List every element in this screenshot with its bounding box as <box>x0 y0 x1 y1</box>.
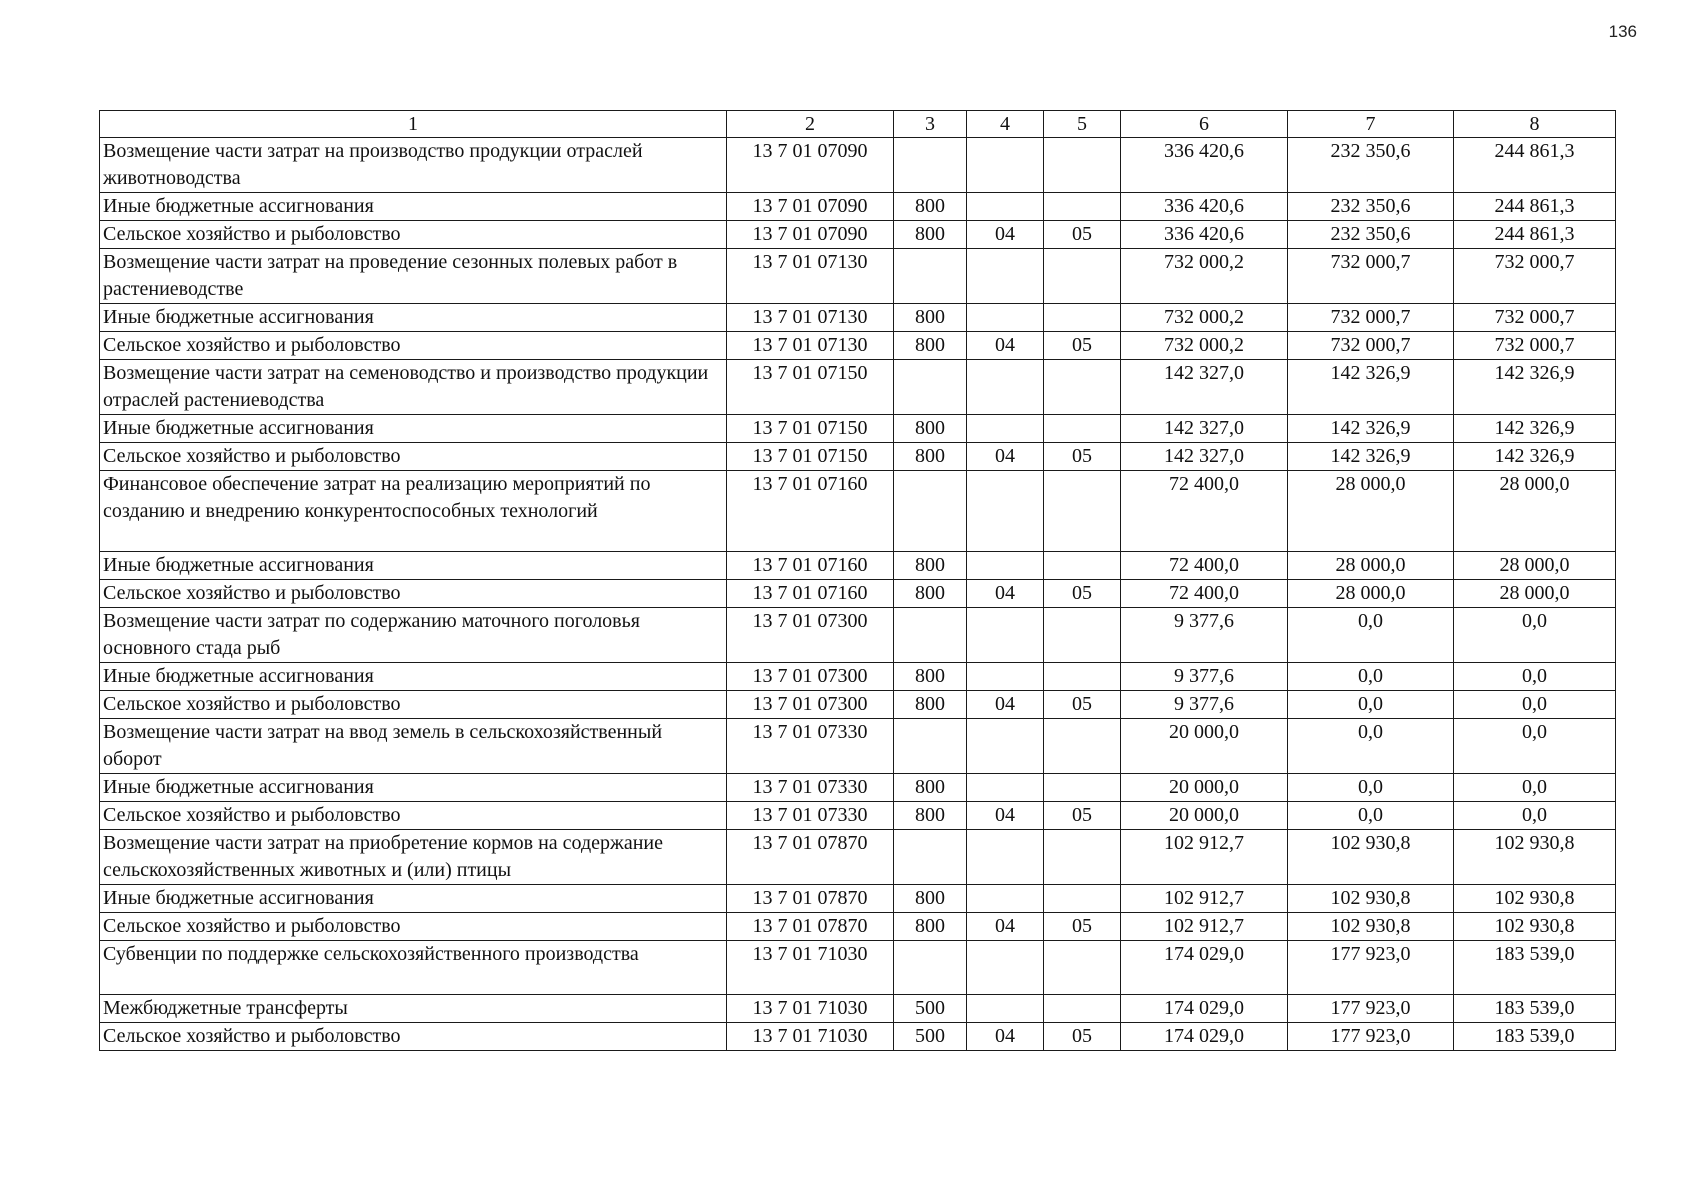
amount-col6-cell: 72 400,0 <box>1121 471 1288 552</box>
table-row <box>100 941 1616 995</box>
amount-col8-cell: 732 000,7 <box>1454 249 1616 304</box>
target-code-cell: 13 7 01 07300 <box>727 691 894 719</box>
amount-col7-cell: 102 930,8 <box>1288 913 1454 941</box>
row-name-cell: Возмещение части затрат на семеноводство и производство продукции отраслей растениеводства <box>100 360 727 415</box>
row-name-cell: Сельское хозяйство и рыболовство <box>100 221 727 249</box>
amount-col7-cell: 28 000,0 <box>1288 580 1454 608</box>
row-name-cell: Возмещение части затрат на приобретение кормов на содержание сельскохозяйственных животных и (или) птицы <box>100 830 727 885</box>
amount-col7-cell: 232 350,6 <box>1288 221 1454 249</box>
header-cell: 8 <box>1454 111 1616 138</box>
row-name-cell: Возмещение части затрат на проведение сезонных полевых работ в растениеводстве <box>100 249 727 304</box>
header-cell: 1 <box>100 111 727 138</box>
table-row <box>100 885 1616 913</box>
amount-col7-cell: 0,0 <box>1288 802 1454 830</box>
table-row <box>100 608 1616 663</box>
section-cell: 04 <box>967 691 1044 719</box>
amount-col8-cell: 732 000,7 <box>1454 332 1616 360</box>
expense-type-cell: 800 <box>894 691 967 719</box>
amount-col6-cell: 336 420,6 <box>1121 138 1288 193</box>
target-code-cell: 13 7 01 07090 <box>727 193 894 221</box>
target-code-cell: 13 7 01 07090 <box>727 138 894 193</box>
amount-col7-cell: 28 000,0 <box>1288 552 1454 580</box>
row-name-cell: Иные бюджетные ассигнования <box>100 663 727 691</box>
subsection-cell: 05 <box>1044 691 1121 719</box>
expense-type-cell <box>894 471 967 552</box>
section-cell <box>967 249 1044 304</box>
target-code-cell: 13 7 01 07330 <box>727 774 894 802</box>
target-code-cell: 13 7 01 07300 <box>727 663 894 691</box>
amount-col6-cell: 732 000,2 <box>1121 249 1288 304</box>
table-row <box>100 443 1616 471</box>
amount-col8-cell: 102 930,8 <box>1454 830 1616 885</box>
amount-col8-cell: 28 000,0 <box>1454 471 1616 552</box>
subsection-cell <box>1044 995 1121 1023</box>
amount-col7-cell: 732 000,7 <box>1288 304 1454 332</box>
amount-col7-cell: 0,0 <box>1288 719 1454 774</box>
target-code-cell: 13 7 01 07870 <box>727 830 894 885</box>
amount-col6-cell: 174 029,0 <box>1121 941 1288 995</box>
header-cell: 3 <box>894 111 967 138</box>
amount-col6-cell: 732 000,2 <box>1121 332 1288 360</box>
expense-type-cell: 800 <box>894 221 967 249</box>
amount-col7-cell: 142 326,9 <box>1288 443 1454 471</box>
row-name-cell: Иные бюджетные ассигнования <box>100 304 727 332</box>
amount-col7-cell: 28 000,0 <box>1288 471 1454 552</box>
table-row <box>100 193 1616 221</box>
table-row <box>100 691 1616 719</box>
expense-type-cell: 800 <box>894 663 967 691</box>
amount-col6-cell: 72 400,0 <box>1121 552 1288 580</box>
expense-type-cell <box>894 249 967 304</box>
row-name-cell: Иные бюджетные ассигнования <box>100 552 727 580</box>
section-cell <box>967 663 1044 691</box>
subsection-cell: 05 <box>1044 221 1121 249</box>
target-code-cell: 13 7 01 07150 <box>727 415 894 443</box>
header-cell: 5 <box>1044 111 1121 138</box>
section-cell: 04 <box>967 443 1044 471</box>
amount-col6-cell: 336 420,6 <box>1121 193 1288 221</box>
target-code-cell: 13 7 01 07160 <box>727 471 894 552</box>
section-cell <box>967 193 1044 221</box>
header-cell: 2 <box>727 111 894 138</box>
section-cell <box>967 471 1044 552</box>
table-row <box>100 332 1616 360</box>
amount-col8-cell: 142 326,9 <box>1454 360 1616 415</box>
section-cell: 04 <box>967 332 1044 360</box>
amount-col8-cell: 28 000,0 <box>1454 552 1616 580</box>
table-row <box>100 304 1616 332</box>
table-row <box>100 552 1616 580</box>
expense-type-cell: 500 <box>894 1023 967 1051</box>
section-cell <box>967 995 1044 1023</box>
subsection-cell <box>1044 719 1121 774</box>
subsection-cell: 05 <box>1044 332 1121 360</box>
amount-col7-cell: 0,0 <box>1288 774 1454 802</box>
amount-col6-cell: 102 912,7 <box>1121 885 1288 913</box>
table-row <box>100 221 1616 249</box>
expense-type-cell <box>894 608 967 663</box>
amount-col7-cell: 232 350,6 <box>1288 138 1454 193</box>
subsection-cell: 05 <box>1044 580 1121 608</box>
subsection-cell: 05 <box>1044 443 1121 471</box>
expense-type-cell: 800 <box>894 193 967 221</box>
subsection-cell: 05 <box>1044 802 1121 830</box>
expense-type-cell: 500 <box>894 995 967 1023</box>
subsection-cell <box>1044 774 1121 802</box>
subsection-cell <box>1044 138 1121 193</box>
amount-col6-cell: 20 000,0 <box>1121 774 1288 802</box>
amount-col7-cell: 177 923,0 <box>1288 941 1454 995</box>
amount-col6-cell: 336 420,6 <box>1121 221 1288 249</box>
table-row <box>100 360 1616 415</box>
amount-col6-cell: 174 029,0 <box>1121 1023 1288 1051</box>
expense-type-cell <box>894 830 967 885</box>
expense-type-cell <box>894 719 967 774</box>
row-name-cell: Возмещение части затрат на производство продукции отраслей животноводства <box>100 138 727 193</box>
header-cell: 7 <box>1288 111 1454 138</box>
target-code-cell: 13 7 01 07130 <box>727 249 894 304</box>
table-row <box>100 415 1616 443</box>
subsection-cell <box>1044 304 1121 332</box>
subsection-cell <box>1044 193 1121 221</box>
target-code-cell: 13 7 01 07090 <box>727 221 894 249</box>
row-name-cell: Сельское хозяйство и рыболовство <box>100 580 727 608</box>
row-name-cell: Сельское хозяйство и рыболовство <box>100 913 727 941</box>
target-code-cell: 13 7 01 71030 <box>727 1023 894 1051</box>
amount-col6-cell: 142 327,0 <box>1121 415 1288 443</box>
target-code-cell: 13 7 01 07330 <box>727 802 894 830</box>
amount-col8-cell: 102 930,8 <box>1454 913 1616 941</box>
expense-type-cell: 800 <box>894 443 967 471</box>
table-body <box>100 138 1616 1051</box>
target-code-cell: 13 7 01 07160 <box>727 580 894 608</box>
row-name-cell: Возмещение части затрат на ввод земель в сельскохозяйственный оборот <box>100 719 727 774</box>
amount-col7-cell: 0,0 <box>1288 608 1454 663</box>
expense-type-cell: 800 <box>894 552 967 580</box>
amount-col8-cell: 183 539,0 <box>1454 995 1616 1023</box>
row-name-cell: Финансовое обеспечение затрат на реализацию мероприятий по созданию и внедрению конкурентоспособных технологий <box>100 471 727 552</box>
amount-col7-cell: 102 930,8 <box>1288 830 1454 885</box>
table-row <box>100 774 1616 802</box>
section-cell <box>967 719 1044 774</box>
expense-type-cell: 800 <box>894 913 967 941</box>
target-code-cell: 13 7 01 71030 <box>727 995 894 1023</box>
row-name-cell: Сельское хозяйство и рыболовство <box>100 443 727 471</box>
section-cell <box>967 360 1044 415</box>
target-code-cell: 13 7 01 07150 <box>727 443 894 471</box>
table-row <box>100 719 1616 774</box>
expense-type-cell <box>894 941 967 995</box>
amount-col7-cell: 142 326,9 <box>1288 415 1454 443</box>
row-name-cell: Субвенции по поддержке сельскохозяйственного производства <box>100 941 727 995</box>
table-row <box>100 138 1616 193</box>
amount-col6-cell: 9 377,6 <box>1121 663 1288 691</box>
amount-col7-cell: 0,0 <box>1288 663 1454 691</box>
amount-col8-cell: 0,0 <box>1454 774 1616 802</box>
table-row <box>100 802 1616 830</box>
section-cell: 04 <box>967 802 1044 830</box>
section-cell <box>967 941 1044 995</box>
expense-type-cell: 800 <box>894 304 967 332</box>
amount-col8-cell: 28 000,0 <box>1454 580 1616 608</box>
amount-col8-cell: 102 930,8 <box>1454 885 1616 913</box>
row-name-cell: Сельское хозяйство и рыболовство <box>100 691 727 719</box>
section-cell <box>967 304 1044 332</box>
table-row <box>100 913 1616 941</box>
amount-col6-cell: 20 000,0 <box>1121 802 1288 830</box>
table-row <box>100 471 1616 552</box>
amount-col6-cell: 9 377,6 <box>1121 608 1288 663</box>
row-name-cell: Сельское хозяйство и рыболовство <box>100 332 727 360</box>
amount-col6-cell: 174 029,0 <box>1121 995 1288 1023</box>
subsection-cell <box>1044 249 1121 304</box>
target-code-cell: 13 7 01 07870 <box>727 913 894 941</box>
table-row <box>100 249 1616 304</box>
amount-col7-cell: 232 350,6 <box>1288 193 1454 221</box>
expense-type-cell <box>894 360 967 415</box>
header-cell: 4 <box>967 111 1044 138</box>
subsection-cell <box>1044 552 1121 580</box>
subsection-cell <box>1044 608 1121 663</box>
table-row <box>100 995 1616 1023</box>
amount-col7-cell: 732 000,7 <box>1288 332 1454 360</box>
expense-type-cell: 800 <box>894 802 967 830</box>
amount-col8-cell: 0,0 <box>1454 608 1616 663</box>
row-name-cell: Возмещение части затрат по содержанию маточного поголовья основного стада рыб <box>100 608 727 663</box>
amount-col6-cell: 102 912,7 <box>1121 830 1288 885</box>
section-cell <box>967 415 1044 443</box>
section-cell: 04 <box>967 913 1044 941</box>
row-name-cell: Иные бюджетные ассигнования <box>100 193 727 221</box>
amount-col6-cell: 102 912,7 <box>1121 913 1288 941</box>
section-cell: 04 <box>967 221 1044 249</box>
subsection-cell <box>1044 663 1121 691</box>
amount-col6-cell: 20 000,0 <box>1121 719 1288 774</box>
section-cell <box>967 552 1044 580</box>
amount-col6-cell: 72 400,0 <box>1121 580 1288 608</box>
target-code-cell: 13 7 01 07150 <box>727 360 894 415</box>
amount-col8-cell: 0,0 <box>1454 719 1616 774</box>
amount-col8-cell: 0,0 <box>1454 691 1616 719</box>
target-code-cell: 13 7 01 07130 <box>727 332 894 360</box>
table-row <box>100 830 1616 885</box>
section-cell <box>967 608 1044 663</box>
subsection-cell <box>1044 885 1121 913</box>
page-number: 136 <box>1608 22 1637 41</box>
section-cell <box>967 830 1044 885</box>
amount-col8-cell: 244 861,3 <box>1454 193 1616 221</box>
row-name-cell: Сельское хозяйство и рыболовство <box>100 1023 727 1051</box>
section-cell <box>967 774 1044 802</box>
row-name-cell: Межбюджетные трансферты <box>100 995 727 1023</box>
subsection-cell <box>1044 360 1121 415</box>
table-row <box>100 663 1616 691</box>
amount-col7-cell: 732 000,7 <box>1288 249 1454 304</box>
amount-col7-cell: 177 923,0 <box>1288 1023 1454 1051</box>
amount-col6-cell: 9 377,6 <box>1121 691 1288 719</box>
row-name-cell: Иные бюджетные ассигнования <box>100 774 727 802</box>
header-cell: 6 <box>1121 111 1288 138</box>
amount-col8-cell: 732 000,7 <box>1454 304 1616 332</box>
subsection-cell <box>1044 830 1121 885</box>
subsection-cell: 05 <box>1044 913 1121 941</box>
amount-col7-cell: 0,0 <box>1288 691 1454 719</box>
expense-type-cell: 800 <box>894 415 967 443</box>
target-code-cell: 13 7 01 07160 <box>727 552 894 580</box>
amount-col8-cell: 0,0 <box>1454 802 1616 830</box>
table-row <box>100 1023 1616 1051</box>
subsection-cell <box>1044 941 1121 995</box>
subsection-cell <box>1044 471 1121 552</box>
expense-type-cell: 800 <box>894 332 967 360</box>
section-cell <box>967 885 1044 913</box>
budget-table <box>99 110 1616 1051</box>
amount-col8-cell: 183 539,0 <box>1454 1023 1616 1051</box>
target-code-cell: 13 7 01 07870 <box>727 885 894 913</box>
amount-col7-cell: 177 923,0 <box>1288 995 1454 1023</box>
amount-col6-cell: 142 327,0 <box>1121 443 1288 471</box>
amount-col8-cell: 0,0 <box>1454 663 1616 691</box>
expense-type-cell: 800 <box>894 885 967 913</box>
amount-col8-cell: 142 326,9 <box>1454 415 1616 443</box>
section-cell: 04 <box>967 580 1044 608</box>
amount-col8-cell: 244 861,3 <box>1454 221 1616 249</box>
target-code-cell: 13 7 01 07300 <box>727 608 894 663</box>
amount-col8-cell: 142 326,9 <box>1454 443 1616 471</box>
amount-col6-cell: 142 327,0 <box>1121 360 1288 415</box>
amount-col8-cell: 244 861,3 <box>1454 138 1616 193</box>
amount-col7-cell: 142 326,9 <box>1288 360 1454 415</box>
target-code-cell: 13 7 01 07130 <box>727 304 894 332</box>
table-row <box>100 580 1616 608</box>
subsection-cell <box>1044 415 1121 443</box>
target-code-cell: 13 7 01 71030 <box>727 941 894 995</box>
amount-col8-cell: 183 539,0 <box>1454 941 1616 995</box>
expense-type-cell: 800 <box>894 774 967 802</box>
expense-type-cell: 800 <box>894 580 967 608</box>
section-cell <box>967 138 1044 193</box>
amount-col6-cell: 732 000,2 <box>1121 304 1288 332</box>
row-name-cell: Иные бюджетные ассигнования <box>100 415 727 443</box>
subsection-cell: 05 <box>1044 1023 1121 1051</box>
row-name-cell: Сельское хозяйство и рыболовство <box>100 802 727 830</box>
row-name-cell: Иные бюджетные ассигнования <box>100 885 727 913</box>
amount-col7-cell: 102 930,8 <box>1288 885 1454 913</box>
table-header-row <box>100 111 1616 138</box>
expense-type-cell <box>894 138 967 193</box>
target-code-cell: 13 7 01 07330 <box>727 719 894 774</box>
section-cell: 04 <box>967 1023 1044 1051</box>
